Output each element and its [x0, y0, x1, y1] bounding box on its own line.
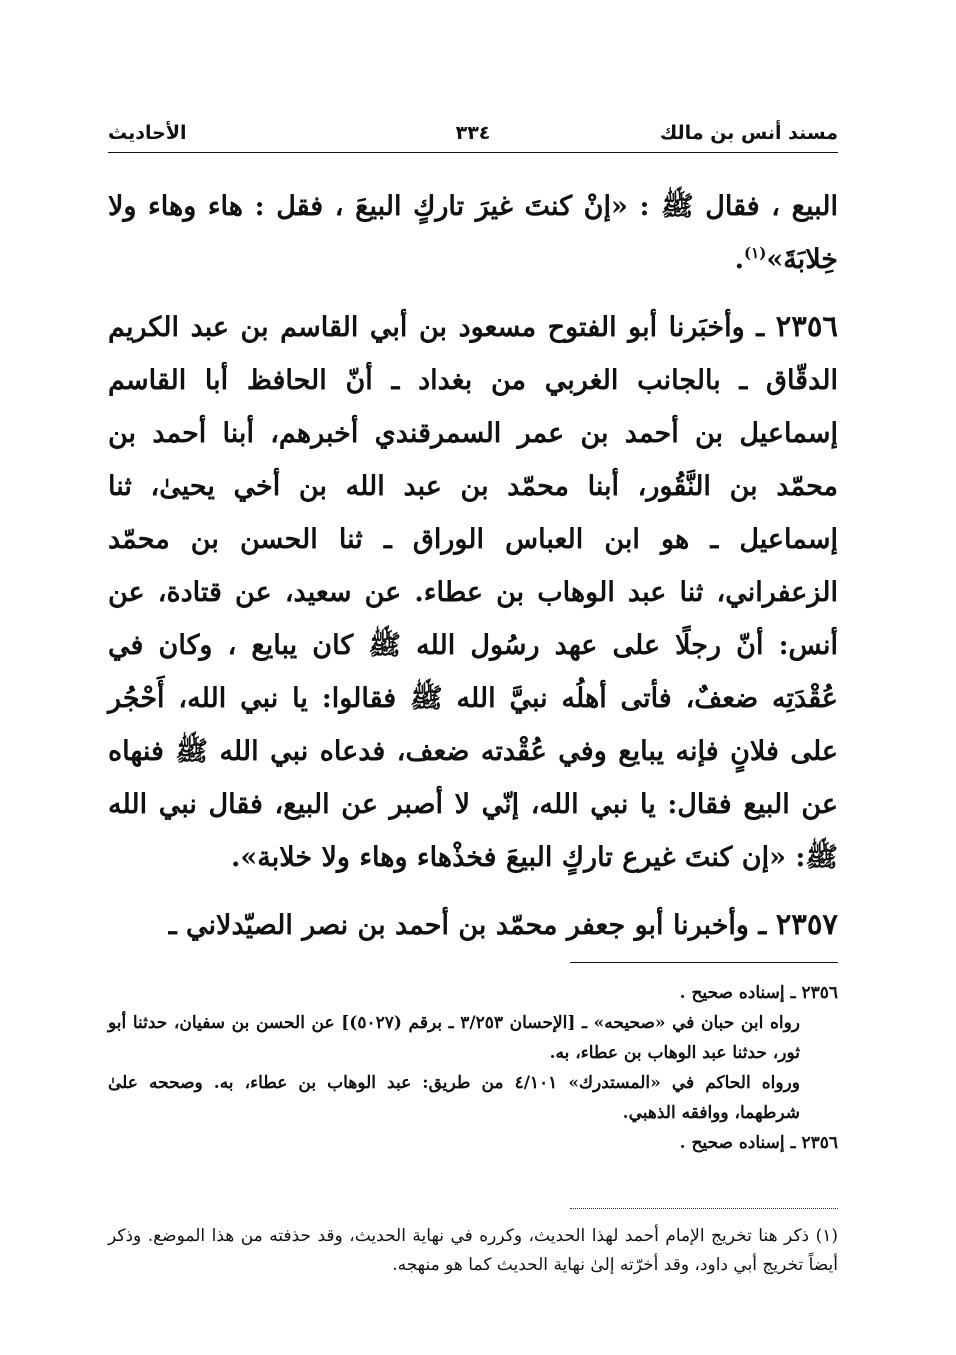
main-text [108, 180, 838, 952]
note-line: ٢٣٥٦ ـ إسناده صحيح . [679, 983, 838, 1003]
hadith-text: ـ وأخبرنا أبو جعفر محمّد بن أحمد بن نصر الصيّدلاني ـ [168, 910, 767, 941]
hadith-2356 [108, 300, 838, 884]
running-header [108, 116, 838, 150]
note-line: ٢٣٥٦ ـ إسناده صحيح . [679, 1133, 838, 1153]
hadith-text: ـ وأخبَرنا أبو الفتوح مسعود بن أبي القاسم بن عبد الكريم الدقّاق ـ بالجانب الغربي من بغداد ـ أنّ الحافظ أبا القاسم إسماعيل بن أحمد بن عمر السمرقندي أخبرهم، أبنا أحمد بن محمّد بن النَّقُور، أبنا محمّد بن عبد الله بن أخي يحيىٰ، ثنا إسماعيل ـ هو ابن العباس الوراق ـ ثنا الحسن بن محمّد الزعفراني، ثنا عبد الوهاب بن عطاء. عن سعيد، عن قتادة، عن أنس: أنّ رجلًا على عهد رسُول الله ﷺ كان يبايع ، وكان في عُقْدَتِه ضعفٌ، فأتى أهلُه نبيَّ الله ﷺ فقالوا: يا نبي الله، أَحْجُر على فلانٍ فإنه يبايع وفي عُقْدته ضعف، فدعاه نبي الله ﷺ فنهاه عن البيع فقال: يا نبي الله، إنّي لا أصبر عن البيع، فقال نبي الله ﷺ: «إن كنتَ غيرع تاركٍ البيعَ فخذْهاء وهاء ولا خلابة». [108, 312, 838, 873]
footnotes [108, 1222, 838, 1280]
continuation-paragraph [108, 180, 838, 286]
header-rule [108, 152, 838, 153]
note-line: رواه ابن حبان في «صحيحه» ـ [الإحسان ٣/٢٥٣ ـ برقم (٥٠٢٧)] عن الحسن بن سفيان، حدثنا أبو ثور، حدثنا عبد الوهاب بن عطاء، به. [108, 1013, 800, 1063]
hadith-number: ٢٣٥٧ [775, 907, 838, 941]
hadith-number: ٢٣٥٦ [775, 309, 838, 343]
note-line: ورواه الحاكم في «المستدرك» ٤/١٠١ من طريق: عبد الوهاب بن عطاء، به. وصححه علىٰ شرطهما، ووافقه الذهبي. [108, 1073, 800, 1123]
footnote-ref: (١) [744, 244, 767, 262]
footnote-1: (١) ذكر هنا تخريج الإمام أحمد لهذا الحديث، وكرره في نهاية الحديث، وقد حذفته من هذا الموضع. وذكر أيضاً تخريج أبي داود، وقد أخرّته إلىٰ نهاية الحديث كما هو منهجه. [108, 1226, 838, 1275]
continuation-end: . [734, 244, 745, 275]
continuation-text: البيع ، فقال ﷺ : «إنْ كنتَ غيرَ تاركٍ البيعَ ، فقل : هاء وهاء ولا خِلابَةَ» [108, 191, 838, 275]
notes-separator [570, 962, 838, 963]
page-number: ٣٣٤ [455, 122, 491, 144]
footnote-separator [570, 1208, 838, 1209]
takhrij-notes [108, 978, 838, 1158]
hadith-2357 [108, 898, 838, 952]
header-book-title: مسند أنس بن مالك [659, 122, 838, 144]
header-section-title: الأحاديث [108, 122, 187, 144]
